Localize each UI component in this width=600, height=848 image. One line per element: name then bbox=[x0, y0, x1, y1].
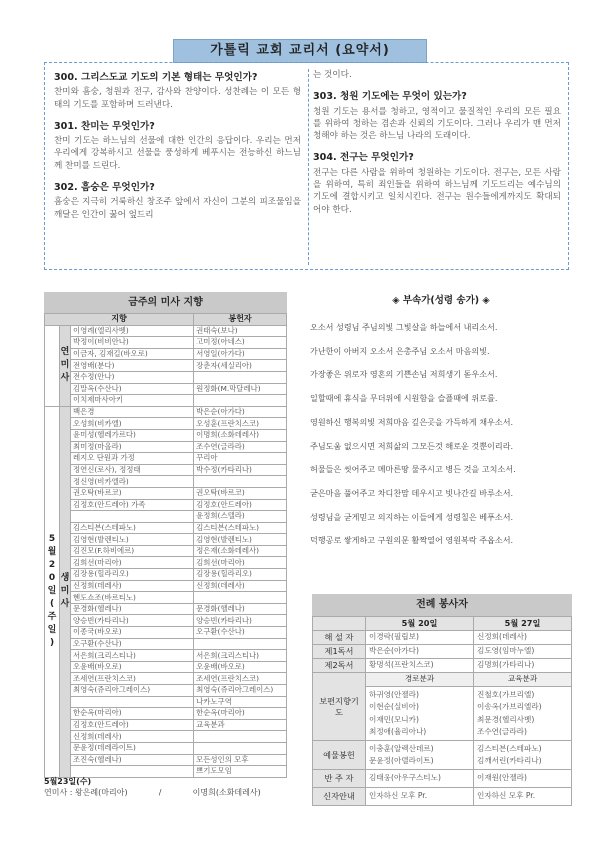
intention-cell: 김진모(F.하비에르) bbox=[71, 545, 194, 557]
hymn-line: 가난한이 아버지 오소서 은총주님 오소서 마음의빛. bbox=[310, 345, 490, 356]
table-row bbox=[313, 645, 572, 659]
hymn-line: 덕행공로 쌓게하고 구원의문 활짝열어 영원복락 주옵소서. bbox=[310, 535, 514, 546]
server-name: 하귀영(안젤라) bbox=[369, 690, 419, 699]
mass-header-row bbox=[45, 314, 287, 326]
intention-cell: 신정희(데레사) bbox=[71, 731, 194, 743]
table-row bbox=[45, 661, 287, 673]
date-header: 5월 20일 bbox=[366, 617, 474, 631]
intention-cell: 최미정(마올라) bbox=[71, 441, 194, 453]
intention-cell: 전영배(분다) bbox=[71, 360, 194, 372]
server-name: 김깨서린(카타리나) bbox=[477, 756, 542, 766]
table-row bbox=[45, 754, 287, 766]
offerer-cell: 신정희(데레사) bbox=[194, 580, 287, 592]
offerer-cell: 모든성인의 모후 bbox=[194, 754, 287, 766]
catechism-box bbox=[44, 62, 569, 270]
intention-cell: 권오탁(바르코) bbox=[71, 487, 194, 499]
hymn-line: 성령님을 굳게믿고 의지하는 이들에게 성령칠은 베푸소서. bbox=[310, 511, 514, 522]
hymn-line: 주님도움 없으시면 저희삶의 그모든것 해로운 것뿐이리라. bbox=[310, 440, 514, 451]
role-cell: 제1독서 bbox=[313, 645, 366, 659]
intention-cell: 김장용(힐라리오) bbox=[71, 569, 194, 581]
server-cell: 황명석(프란치스코) bbox=[366, 659, 474, 673]
offerer-cell bbox=[194, 731, 287, 743]
role-label: 보편지향기 도 bbox=[319, 696, 359, 717]
offerer-cell: 문경화(헬레나) bbox=[194, 603, 287, 615]
role-cell: 예물봉헌 bbox=[313, 741, 366, 770]
catechism-right-column bbox=[313, 69, 561, 226]
table-row bbox=[45, 719, 287, 731]
intention-cell: 문경화(헬레나) bbox=[71, 603, 194, 615]
table-row bbox=[45, 429, 287, 441]
server-name: 최문경(헬리사벳) bbox=[477, 714, 535, 724]
intention-cell: 박정이(비비안나) bbox=[71, 337, 194, 349]
table-row bbox=[313, 741, 572, 770]
table-row bbox=[45, 406, 287, 418]
table-row bbox=[45, 534, 287, 546]
server-name: 이재민(모니카) bbox=[369, 714, 419, 724]
intention-cell: 김희선(마리아) bbox=[71, 557, 194, 569]
server-name: 김스티븐(스테파노) bbox=[477, 744, 542, 754]
intention-cell: 양승빈(카타리나) bbox=[71, 615, 194, 627]
server-cell bbox=[474, 741, 572, 770]
table-row bbox=[45, 708, 287, 720]
intention-cell: 이치제마사아키 bbox=[71, 395, 194, 407]
intention-cell bbox=[71, 511, 194, 523]
table-row bbox=[45, 418, 287, 430]
offerer-cell: 박수정(카타리나) bbox=[194, 464, 287, 476]
role-cell: 제2독서 bbox=[313, 659, 366, 673]
table-row bbox=[45, 464, 287, 476]
weekday-offerer: 이명희(소화데레사) bbox=[192, 788, 261, 797]
table-row bbox=[45, 337, 287, 349]
offerer-cell: 조수연(글라라) bbox=[194, 441, 287, 453]
page-title: 가톨릭 교회 교리서 (요약서) bbox=[173, 39, 427, 63]
server-name: 조수연(글라라) bbox=[477, 726, 527, 736]
intention-cell: 서은희(크리스티나) bbox=[71, 650, 194, 662]
catechism-answer: 흠숭은 지극히 거룩하신 창조주 앞에서 자신이 그분의 피조물임을 깨달은 인간이 꿇어 엎드리 bbox=[54, 197, 301, 220]
offerer-cell: 원정화(M.막달레나) bbox=[194, 383, 287, 395]
catechism-continued-text: 는 것이다. bbox=[313, 70, 352, 80]
offerer-cell: 최영숙(쥬리아그레이스) bbox=[194, 685, 287, 697]
hymn-line: 가장좋은 위로자 영혼의 기쁜손님 저희생기 돋우소서. bbox=[310, 369, 498, 380]
offerer-cell bbox=[194, 395, 287, 407]
offerer-cell: 김장용(힐라리오) bbox=[194, 569, 287, 581]
offerer-cell: 권오탁(바르코) bbox=[194, 487, 287, 499]
table-row bbox=[45, 348, 287, 360]
offerer-cell: 김정호(안드레아) bbox=[194, 499, 287, 511]
table-row bbox=[45, 603, 287, 615]
intention-cell: 정신영(비카엘라) bbox=[71, 476, 194, 488]
offerer-cell: 서은희(크리스티나) bbox=[194, 650, 287, 662]
offerer-cell: 오구환(수산나) bbox=[194, 627, 287, 639]
role-cell: 해 설 자 bbox=[313, 631, 366, 645]
weekday-mass bbox=[44, 776, 289, 798]
table-row bbox=[313, 770, 572, 788]
offerer-cell: 정은재(소화데레사) bbox=[194, 545, 287, 557]
offerer-cell: 고미정(아네스) bbox=[194, 337, 287, 349]
intention-cell: 조세연(프란치스코) bbox=[71, 673, 194, 685]
hymn-line: 굳은마음 풀어주고 차디찬맘 데우시고 빗나간길 바루소서. bbox=[310, 487, 514, 498]
section-saengmisa: 생 미 사 bbox=[60, 406, 71, 777]
offerer-cell bbox=[194, 371, 287, 383]
server-name: 최정애(율리아나) bbox=[369, 726, 427, 736]
table-row bbox=[45, 511, 287, 523]
server-cell: 김도영(임마누엘) bbox=[474, 645, 572, 659]
intention-cell bbox=[71, 696, 194, 708]
offerer-cell: 양승빈(카타리나) bbox=[194, 615, 287, 627]
table-row bbox=[45, 615, 287, 627]
table-row bbox=[45, 742, 287, 754]
server-cell bbox=[366, 687, 474, 741]
offerer-cell: 서영일(아가다) bbox=[194, 348, 287, 360]
hymn-line: 오소서 성령님 주님의빛 그빛살을 하늘에서 내리소서. bbox=[310, 322, 498, 332]
table-row bbox=[45, 557, 287, 569]
role-cell: 신자안내 bbox=[313, 788, 366, 806]
offerer-cell: 김희선(마리아) bbox=[194, 557, 287, 569]
catechism-answer: 찬미와 흠숭, 청원과 전구, 감사와 찬양이다. 성찬례는 이 모든 형태의 기도를 포함하며 드러낸다. bbox=[54, 87, 301, 110]
table-row bbox=[45, 499, 287, 511]
intention-cell: 정연신(로사), 정정태 bbox=[71, 464, 194, 476]
catechism-question: 304. 전구는 무엇인가? bbox=[313, 152, 414, 164]
server-cell: 이재원(안젤라) bbox=[474, 770, 572, 788]
server-cell: 김명희(가타리나) bbox=[474, 659, 572, 673]
table-row bbox=[313, 673, 572, 687]
table-row bbox=[45, 696, 287, 708]
intention-cell: 신정희(데레사) bbox=[71, 580, 194, 592]
server-name: 이현순(실비아) bbox=[369, 702, 419, 712]
table-row bbox=[45, 395, 287, 407]
intention-cell: 김정호(안드레아) 가족 bbox=[71, 499, 194, 511]
table-row bbox=[313, 659, 572, 673]
server-cell: 인자하신 모후 Pr. bbox=[474, 788, 572, 806]
sub-header: 경로분과 bbox=[366, 673, 474, 687]
offerer-cell: 김영현(발렌티노) bbox=[194, 534, 287, 546]
table-row bbox=[45, 545, 287, 557]
intention-cell: 한순옥(마리아) bbox=[71, 708, 194, 720]
offerer-cell bbox=[194, 476, 287, 488]
intention-cell: 문윤정(데레라이트) bbox=[71, 742, 194, 754]
intention-cell: 이금자, 김재길(바오로) bbox=[71, 348, 194, 360]
offerer-cell: 교육분과 bbox=[194, 719, 287, 731]
offerer-cell: 권태숙(보나) bbox=[194, 325, 287, 337]
intention-cell: 조진숙(헬레나) bbox=[71, 754, 194, 766]
offerer-cell: 쁘기도모임 bbox=[194, 766, 287, 778]
empty-header bbox=[313, 617, 366, 631]
catechism-left-column bbox=[54, 72, 301, 231]
col-offerer-header: 봉헌자 bbox=[194, 314, 287, 326]
offerer-cell: 이명희(소화데레사) bbox=[194, 429, 287, 441]
catechism-question: 301. 찬미는 무엇인가? bbox=[54, 120, 155, 132]
intention-cell: 최영숙(쥬리아그레이스) bbox=[71, 685, 194, 697]
day-label: 5 월 2 0 일 ( 주 일 ) bbox=[45, 406, 60, 777]
hymn-lyrics bbox=[310, 316, 572, 553]
offerer-cell bbox=[194, 638, 287, 650]
intention-cell: 김정호(안드레아) bbox=[71, 719, 194, 731]
server-cell: 신정희(데레사) bbox=[474, 631, 572, 645]
role-cell bbox=[313, 673, 366, 741]
offerer-cell: 장춘자(세실리아) bbox=[194, 360, 287, 372]
servers-title: 전례 봉사자 bbox=[312, 594, 572, 616]
weekday-row bbox=[44, 787, 289, 798]
table-row bbox=[45, 487, 287, 499]
server-cell bbox=[474, 687, 572, 741]
table-row bbox=[45, 522, 287, 534]
day-cell-top bbox=[45, 325, 60, 406]
hymn-line: 영원하신 행복의빛 저희마음 깊은곳을 가득하게 채우소서. bbox=[310, 416, 514, 427]
intention-cell: 김스티븐(스테파노) bbox=[71, 522, 194, 534]
mass-intentions-title: 금주의 미사 지향 bbox=[44, 292, 287, 313]
hymn-line: 일할때에 휴식을 무더위에 시원함을 슬플때에 위로를. bbox=[310, 393, 498, 404]
server-cell: 이경락(필립보) bbox=[366, 631, 474, 645]
intention-cell: 전수정(안나) bbox=[71, 371, 194, 383]
server-name: 문윤정(아델라이트) bbox=[369, 756, 434, 766]
table-row bbox=[45, 673, 287, 685]
server-name: 이송옥(가브리엘라) bbox=[477, 702, 542, 712]
table-row bbox=[45, 731, 287, 743]
intention-cell: 김말옥(수산나) bbox=[71, 383, 194, 395]
table-row bbox=[45, 441, 287, 453]
intention-cell: 이종국(바오로) bbox=[71, 627, 194, 639]
offerer-cell: 조세연(프란치스코) bbox=[194, 673, 287, 685]
table-row bbox=[45, 592, 287, 604]
offerer-cell: 김스티븐(스테파노) bbox=[194, 522, 287, 534]
intention-cell: 오윤배(바오로) bbox=[71, 661, 194, 673]
table-row bbox=[45, 360, 287, 372]
intention-cell: 백은경 bbox=[71, 406, 194, 418]
offerer-cell: 오윤배(바오로) bbox=[194, 661, 287, 673]
col-intention-header: 지향 bbox=[45, 314, 194, 326]
server-cell bbox=[366, 741, 474, 770]
offerer-cell: 박은순(아가다) bbox=[194, 406, 287, 418]
intention-cell: 김영현(발렌티노) bbox=[71, 534, 194, 546]
table-row bbox=[45, 580, 287, 592]
weekday-intention: 연미사 : 왕은례(마리아) bbox=[44, 788, 128, 797]
intention-cell: 헨도쇼조(바르티노) bbox=[71, 592, 194, 604]
weekday-separator: / bbox=[158, 788, 162, 797]
section-yeonmisa: 연 미 사 bbox=[60, 325, 71, 406]
hymn-line: 허물들은 씻어주고 메마른땅 물주시고 병든 것을 고치소서. bbox=[310, 464, 516, 475]
table-row bbox=[45, 371, 287, 383]
table-row bbox=[45, 325, 287, 337]
table-row bbox=[45, 476, 287, 488]
catechism-question: 303. 청원 기도에는 무엇이 있는가? bbox=[313, 91, 467, 103]
catechism-question: 302. 흠숭은 무엇인가? bbox=[54, 182, 155, 194]
sub-header: 교육분과 bbox=[474, 673, 572, 687]
table-row bbox=[45, 383, 287, 395]
table-row bbox=[45, 650, 287, 662]
offerer-cell: 오성훈(프란치스코) bbox=[194, 418, 287, 430]
offerer-cell bbox=[194, 592, 287, 604]
intention-cell: 오성희(비카엘) bbox=[71, 418, 194, 430]
offerer-cell bbox=[194, 742, 287, 754]
table-row bbox=[313, 788, 572, 806]
offerer-cell: 한순옥(마리아) bbox=[194, 708, 287, 720]
servers-header-row bbox=[313, 617, 572, 631]
server-name: 이충훈(알렉산데르) bbox=[369, 744, 434, 754]
intention-cell: 이영례(엘리사벳) bbox=[71, 325, 194, 337]
servers-table bbox=[312, 616, 572, 806]
server-cell: 인자하신 모후 Pr. bbox=[366, 788, 474, 806]
offerer-cell: 나카노구역 bbox=[194, 696, 287, 708]
mass-intentions-table bbox=[44, 313, 287, 778]
column-divider bbox=[308, 69, 309, 265]
weekday-date: 5월23일(수) bbox=[44, 777, 92, 786]
catechism-question: 300. 그리스도교 기도의 기본 형태는 무엇인가? bbox=[54, 72, 258, 83]
table-row bbox=[313, 631, 572, 645]
date-header: 5월 27일 bbox=[474, 617, 572, 631]
table-row bbox=[45, 569, 287, 581]
hymn-title: ◈ 부속가(성령 송가) ◈ bbox=[392, 295, 490, 306]
intention-cell: 윤미성(헬레가르다) bbox=[71, 429, 194, 441]
catechism-answer: 전구는 다른 사람을 위하여 청원하는 기도이다. 전구는, 모든 사람을 위하여, 특히 죄인들을 위하여 하느님께 기도드리는 예수님의 기도에 결합시키고 일치시킨다. 전구는 원수들에게까지도 확대되어야 한다. bbox=[313, 167, 561, 215]
table-row bbox=[45, 685, 287, 697]
table-row bbox=[45, 638, 287, 650]
table-row bbox=[45, 453, 287, 465]
intention-cell: 오구환(수산나) bbox=[71, 638, 194, 650]
catechism-answer: 찬미 기도는 하느님의 선물에 대한 인간의 응답이다. 우리는 먼저 우리에게 강복하시고 선물을 풍성하게 베푸시는 전능하신 하느님께 찬미를 드린다. bbox=[54, 136, 301, 171]
offerer-cell: 윤정희(스텔라) bbox=[194, 511, 287, 523]
server-cell: 김태웅(아우구스티노) bbox=[366, 770, 474, 788]
intention-cell: 레지오 단원과 가정 bbox=[71, 453, 194, 465]
table-row bbox=[45, 627, 287, 639]
offerer-cell: 꾸리아 bbox=[194, 453, 287, 465]
role-cell: 반 주 자 bbox=[313, 770, 366, 788]
catechism-answer: 청원 기도는 용서를 청하고, 영적이고 물질적인 우리의 모든 필요를 위하여 청하는 겸손과 신뢰의 기도이다. 그러나 우리가 맨 먼저 청해야 하는 것은 하느님 나라의 도래이다. bbox=[313, 106, 561, 142]
server-cell: 박은순(아가다) bbox=[366, 645, 474, 659]
server-name: 진철호(가브리엘) bbox=[477, 690, 535, 699]
